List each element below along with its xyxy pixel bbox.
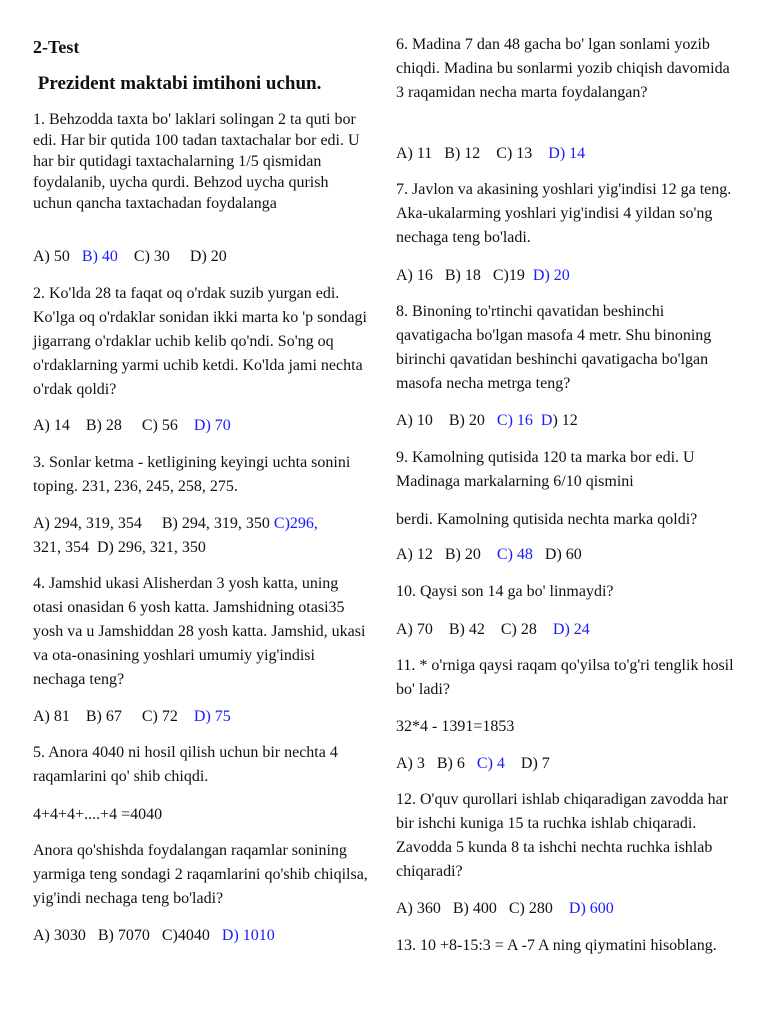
test-title: 2-Test — [33, 37, 80, 57]
correct-answer: D) 1010 — [221, 927, 275, 944]
question-9-text-2: berdi. Kamolning qutisida nechta marka qoldi? — [396, 511, 698, 528]
answer-option: A) 10 B) 20 — [396, 412, 497, 429]
correct-answer: D) 600 — [568, 900, 614, 917]
answers-2 — [33, 414, 368, 438]
question-2: 2. Ko'lda 28 ta faqat oq o'rdak suzib yurgan edi. Ko'lga oq o'rdaklar sonidan ikki marta ko 'p sondagi jigarrang o'rdaklar uchib kelib qo'ndi. So'ng oq o'rdaklarning yarmi uchib ketdi. Ko'lda jami nechta o'rdak qoldi? — [33, 285, 367, 398]
answer-option: A) 16 B) 18 C)19 — [396, 267, 533, 284]
correct-answer: B) 40 — [81, 248, 118, 265]
answer-option: A) 11 B) 12 C) 13 — [396, 145, 549, 162]
question-5-text-2: Anora qo'shishda foydalangan raqamlar sonining yarmiga teng sondagi 2 raqamlarini qo'shib chiqilsa, yig'indi nechaga teng bo'ladi? — [33, 842, 368, 907]
correct-answer: D) 14 — [548, 145, 586, 162]
answers-5 — [33, 924, 368, 948]
question-11-expression: 32*4 - 1391=1853 — [396, 718, 515, 735]
answer-option: A) 3 B) 6 — [396, 755, 477, 772]
correct-answer: D) 75 — [193, 708, 231, 725]
answers-12 — [396, 897, 736, 921]
question-4: 4. Jamshid ukasi Alisherdan 3 yosh katta, uning otasi onasidan 6 yosh katta. Jamshidning otasi35 yosh va u Jamshiddan 28 yosh katta. Jamshid, ukasi va ota-onasining yoshlari umumiy yig'indisi nechaga teng? — [33, 575, 366, 688]
answer-option: 321, 354 D) 296, 321, 350 — [33, 539, 206, 556]
question-9: 9. Kamolning qutisida 120 ta marka bor edi. U Madinaga markalarning 6/10 qismini — [396, 449, 695, 490]
answers-10 — [396, 618, 736, 642]
correct-answer: D) 20 — [532, 267, 570, 284]
answer-option: A) 360 B) 400 C) 280 — [396, 900, 569, 917]
question-5-expression: 4+4+4+....+4 =4040 — [33, 806, 163, 823]
question-6: 6. Madina 7 dan 48 gacha bo' lgan sonlami yozib chiqdi. Madina bu sonlarmi yozib chiqish davomida 3 raqamidan necha marta foydalangan? — [396, 36, 730, 101]
answer-option: A) 294, 319, 354 B) 294, 319, 350 — [33, 515, 274, 532]
correct-answer: C) 16 — [496, 412, 533, 429]
test-subtitle: Prezident maktabi imtihoni uchun. — [33, 73, 322, 94]
question-11: 11. * o'rniga qaysi raqam qo'yilsa to'g'ri tenglik hosil bo' ladi? — [396, 657, 734, 698]
correct-answer: C)296, — [273, 515, 318, 532]
question-1: 1. Behzodda taxta bo' laklari solingan 2 ta quti bor edi. Har bir qutida 100 tadan taxtachalar bor edi. U har bir qutidagi taxtachalarning 1/5 qismidan foydalanib, uycha qurdi. Behzod uycha qurish uchun qancha taxtachadan foydalanga — [33, 111, 360, 212]
answer-option: A) 3030 B) 7070 C)4040 — [33, 927, 222, 944]
answer-option: A) 14 B) 28 C) 56 — [33, 417, 194, 434]
answer-option: D) 7 — [504, 755, 550, 772]
answers-1 — [33, 245, 368, 269]
question-8: 8. Binoning to'rtinchi qavatidan beshinchi qavatigacha bo'lgan masofa 4 metr. Shu binoning birinchi qavatidan beshinchi qavatigacha bo'lgan masofa necha metrga teng? — [396, 303, 712, 392]
answer-option: A) 70 B) 42 C) 28 — [396, 621, 553, 638]
correct-answer: D) 24 — [552, 621, 590, 638]
question-13: 13. 10 +8-15:3 = A -7 A ning qiymatini hisoblang. — [396, 937, 717, 954]
answers-3 — [33, 512, 368, 560]
answer-option: C) 30 D) 20 — [117, 248, 227, 265]
answer-option: A) 50 — [33, 248, 82, 265]
correct-answer: C) 4 — [476, 755, 505, 772]
answer-option-letter: D — [532, 412, 553, 429]
answer-option: A) 12 B) 20 — [396, 546, 497, 563]
answers-8 — [396, 409, 736, 433]
question-7: 7. Javlon va akasining yoshlari yig'indisi 12 ga teng. Aka-ukalarming yoshlari yig'indisi 4 yildan so'ng nechaga teng bo'ladi. — [396, 181, 732, 246]
answer-option: D) 60 — [532, 546, 582, 563]
correct-answer: D) 70 — [193, 417, 231, 434]
answers-4 — [33, 705, 368, 729]
answers-6 — [396, 142, 736, 166]
question-5: 5. Anora 4040 ni hosil qilish uchun bir nechta 4 raqamlarini qo' shib chiqdi. — [33, 744, 338, 785]
answers-11 — [396, 752, 736, 776]
question-3: 3. Sonlar ketma - ketligining keyingi uchta sonini toping. 231, 236, 245, 258, 275. — [33, 454, 351, 495]
answers-7 — [396, 264, 736, 288]
answers-9 — [396, 543, 736, 567]
question-10: 10. Qaysi son 14 ga bo' linmaydi? — [396, 583, 614, 600]
answer-option: ) 12 — [552, 412, 578, 429]
answer-option: A) 81 B) 67 C) 72 — [33, 708, 194, 725]
correct-answer: C) 48 — [496, 546, 533, 563]
question-12: 12. O'quv qurollari ishlab chiqaradigan zavodda har bir ishchi kuniga 15 ta ruchka ishlab chiqaradi. Zavodda 5 kunda 8 ta ishchi nechta ruchka ishlab chiqaradi? — [396, 791, 729, 880]
